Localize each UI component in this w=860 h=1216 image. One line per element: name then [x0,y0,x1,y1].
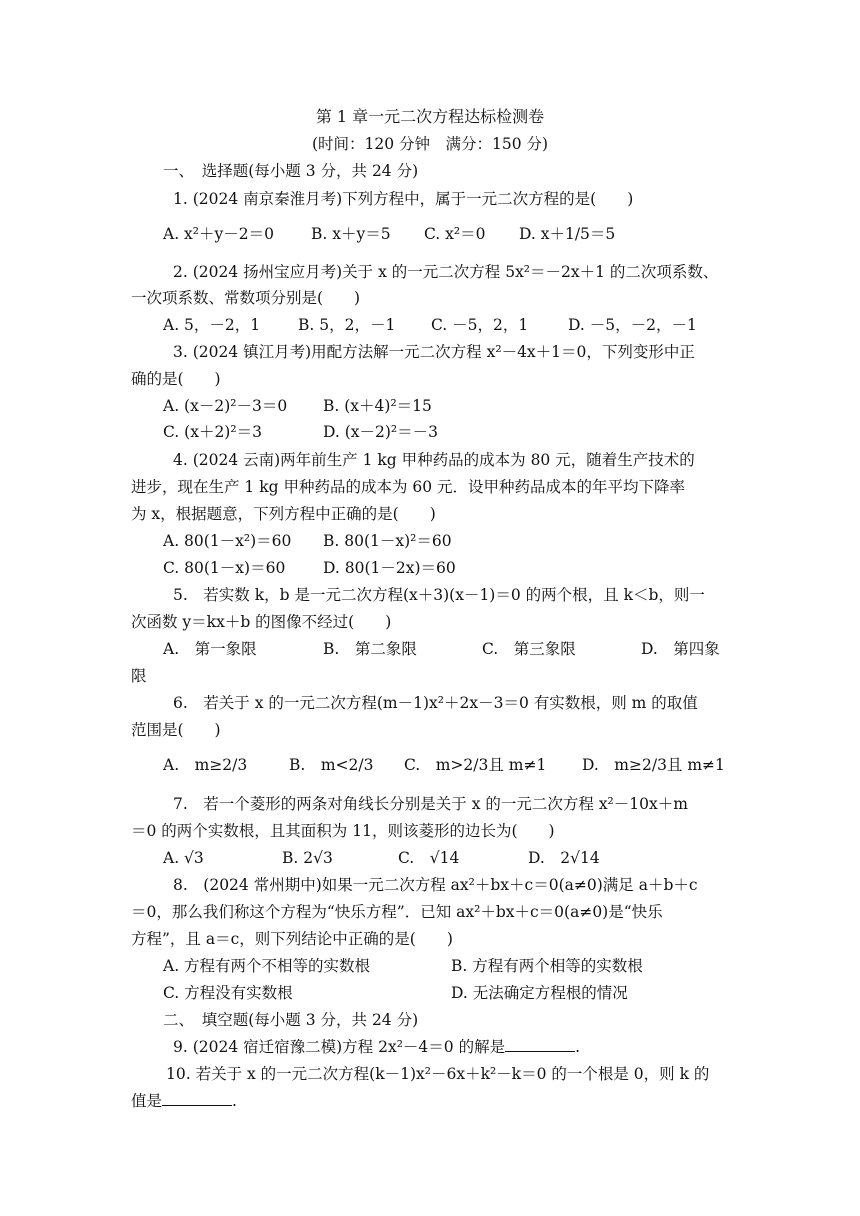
question-5-option-a: A. 第一象限 [163,640,257,658]
question-10-line-2 [131,1090,237,1112]
question-6-option-c: C. m>2/3且 m≠1 [404,756,547,774]
question-3-option-d: D. (x－2)²＝－3 [323,423,439,441]
question-2-option-d: D. －5，－2，－1 [568,316,697,334]
question-10-stem-line-1: 10. 若关于 x 的一元二次方程(k－1)x²－6x＋k²－k＝0 的一个根是 0，则 k 的 [166,1065,710,1083]
question-2-stem-line-1: 2. (2024 扬州宝应月考)关于 x 的一元二次方程 5x²＝－2x＋1 的二次项系数、 [173,263,719,281]
question-7-option-b: B. 2√3 [282,849,333,867]
question-4-option-b: B. 80(1－x)²＝60 [323,532,452,550]
question-5-option-d-wrap: 限 [131,667,147,685]
question-8-stem-line-2: ＝0，那么我们称这个方程为“快乐方程”．已知 ax²＋bx＋c＝0(a≠0)是“快乐 [131,903,663,921]
question-3-stem-line-1: 3. (2024 镇江月考)用配方法解一元二次方程 x²－4x＋1＝0，下列变形中正 [173,343,695,361]
question-5-stem-line-1: 5. 若实数 k，b 是一元二次方程(x＋3)(x－1)＝0 的两个根，且 k＜b，则一 [173,586,705,604]
question-4-stem-line-1: 4. (2024 云南)两年前生产 1 kg 甲种药品的成本为 80 元，随着生产技术的 [173,451,695,469]
question-1-option-b: B. x＋y＝5 [311,225,391,243]
question-2-option-b: B. 5，2，－1 [298,316,396,334]
exam-title: 第 1 章一元二次方程达标检测卷 [315,107,545,126]
question-9 [173,1036,580,1058]
question-8-option-d: D. 无法确定方程根的情况 [451,984,628,1002]
question-3-stem-line-2: 确的是( ) [131,370,221,388]
question-6-stem-line-2: 范围是( ) [131,721,221,739]
question-1-option-a: A. x²＋y－2＝0 [163,225,274,243]
question-5-option-b: B. 第二象限 [323,640,417,658]
question-8-option-b: B. 方程有两个相等的实数根 [451,957,643,975]
question-7-stem-line-1: 7. 若一个菱形的两条对角线长分别是关于 x 的一元二次方程 x²－10x＋m [173,795,688,813]
question-9-stem: 9. (2024 宿迁宿豫二模)方程 2x²－4＝0 的解是 [173,1038,506,1056]
question-5-option-c: C. 第三象限 [482,640,576,658]
question-6-stem-line-1: 6. 若关于 x 的一元二次方程(m－1)x²＋2x－3＝0 有实数根，则 m 的取值 [173,694,698,712]
question-10-end: . [232,1092,237,1110]
question-3-option-a: A. (x－2)²－3＝0 [163,397,288,415]
question-8-option-a: A. 方程有两个不相等的实数根 [163,957,371,975]
question-5-stem-line-2: 次函数 y＝kx＋b 的图像不经过( ) [131,613,392,631]
question-1-stem: 1. (2024 南京秦淮月考)下列方程中，属于一元二次方程的是( ) [173,190,634,208]
question-6-option-b: B. m<2/3 [289,756,374,774]
question-10-stem-line-2: 值是 [131,1092,163,1110]
answer-blank[interactable] [162,1091,232,1106]
question-2-option-c: C. －5，2，1 [431,316,529,334]
question-8-stem-line-1: 8. (2024 常州期中)如果一元二次方程 ax²＋bx＋c＝0(a≠0)满足 a＋b＋c [173,876,698,894]
exam-subtitle: (时间：120 分钟 满分：150 分) [311,135,549,153]
question-1-option-c: C. x²＝0 [424,225,486,243]
question-1-option-d: D. x＋1/5＝5 [519,225,616,243]
question-2-stem-line-2: 一次项系数、常数项分别是( ) [131,289,361,307]
question-4-option-c: C. 80(1－x)＝60 [163,559,286,577]
question-2-option-a: A. 5，－2，1 [163,316,261,334]
question-4-stem-line-2: 进步，现在生产 1 kg 甲种药品的成本为 60 元．设甲种药品成本的年平均下降率 [131,478,686,496]
question-4-stem-line-3: 为 x，根据题意，下列方程中正确的是( ) [131,505,436,523]
answer-blank[interactable] [505,1037,575,1052]
question-6-option-a: A. m≥2/3 [163,756,248,774]
question-4-option-a: A. 80(1－x²)＝60 [163,532,292,550]
question-4-option-d: D. 80(1－2x)＝60 [323,559,456,577]
question-7-option-a: A. √3 [163,849,204,867]
question-8-stem-line-3: 方程”，且 a＝c，则下列结论中正确的是( ) [131,930,453,948]
question-7-option-d: D. 2√14 [528,849,600,867]
section-heading-fill-in: 二、 填空题(每小题 3 分，共 24 分) [163,1011,419,1029]
question-8-option-c: C. 方程没有实数根 [163,984,293,1002]
question-5-option-d: D. 第四象 [641,640,720,658]
question-6-option-d: D. m≥2/3且 m≠1 [582,756,725,774]
question-3-option-c: C. (x＋2)²＝3 [163,423,262,441]
question-9-end: . [575,1038,581,1056]
section-heading-choice: 一、 选择题(每小题 3 分，共 24 分) [163,162,419,180]
question-7-option-c: C. √14 [398,849,460,867]
question-3-option-b: B. (x＋4)²＝15 [323,397,432,415]
question-7-stem-line-2: ＝0 的两个实数根，且其面积为 11，则该菱形的边长为( ) [131,822,555,840]
